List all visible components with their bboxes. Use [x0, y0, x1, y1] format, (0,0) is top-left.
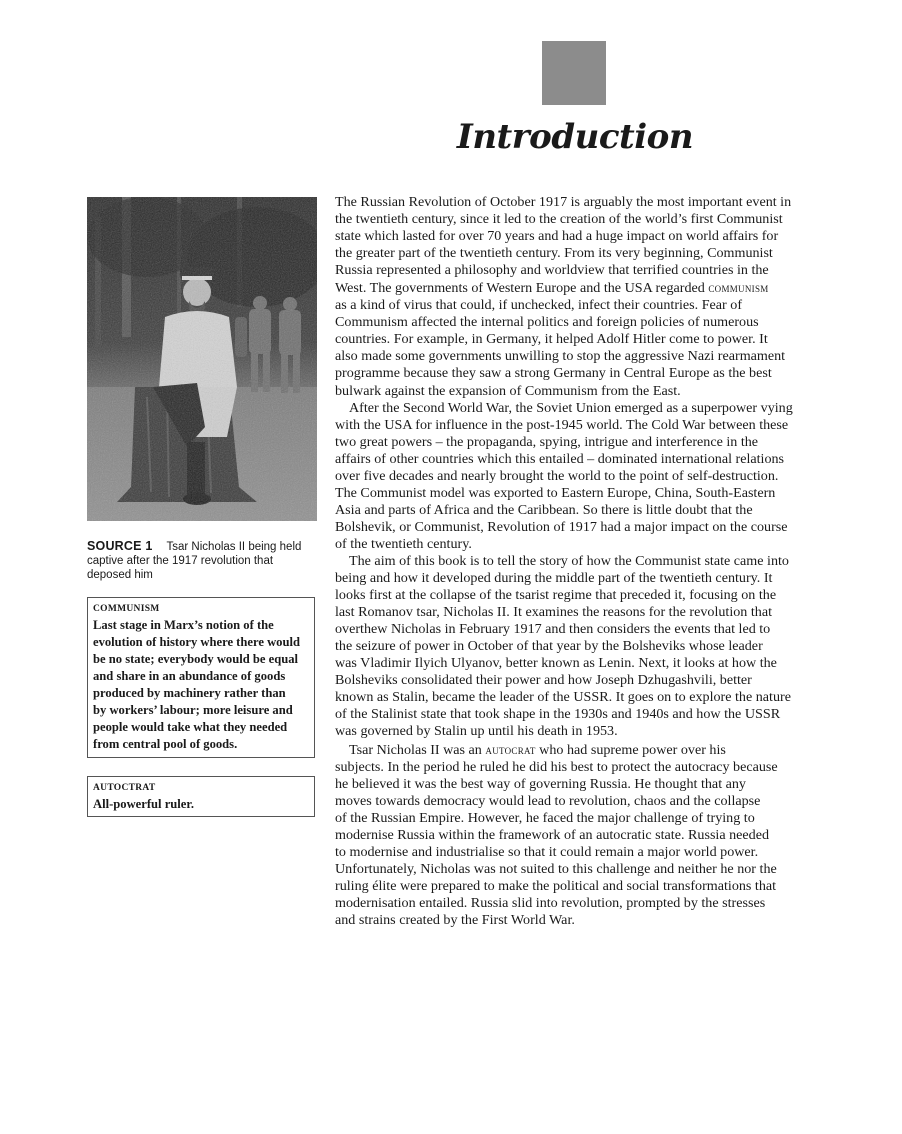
text-line: Russia represented a philosophy and worldview that terrified countries in the [335, 262, 769, 279]
text-line: state which lasted for over 70 years and had a huge impact on world affairs for [335, 228, 779, 245]
text-line: being and how it developed during the middle part of the twentieth century. It [335, 570, 773, 587]
glossary-definition [93, 796, 314, 813]
text-segment: West. The governments of Western Europe and the USA regarded [335, 280, 709, 297]
text-line: The aim of this book is to tell the story of how the Communist state came into [349, 552, 789, 569]
body-text [335, 194, 817, 929]
definition-line: All-powerful ruler. [93, 797, 194, 811]
text-line: looks first at the collapse of the tsarist regime that preceded it, focusing on the [335, 587, 777, 604]
text-line: of the Russian Empire. However, he faced the major challenge of trying to [335, 809, 755, 826]
text-line: programme because they saw a strong Germany in Central Europe as the best [335, 365, 772, 382]
text-line: bulwark against the expansion of Communism from the East. [335, 382, 681, 399]
paragraph-4 [335, 741, 817, 930]
text-line: was governed by Stalin up until his death in 1953. [335, 723, 618, 740]
text-line: and strains created by the First World War. [335, 911, 575, 928]
text-line: of the Stalinist state that took shape in the 1930s and 1940s and how the USSR [335, 706, 781, 723]
text-line: also made some governments unwilling to stop the aggressive Nazi rearmament [335, 348, 786, 365]
tsar-nicholas-photo [87, 197, 317, 521]
definition-line: evolution of history where there would [93, 635, 300, 649]
text-line: known as Stalin, became the leader of the USSR. It goes on to explore the nature [335, 689, 791, 706]
text-line: Bolshevik, or Communist, Revolution of 1917 had a major impact on the course [335, 518, 788, 535]
text-line: as a kind of virus that could, if unchecked, infect their countries. Fear of [335, 297, 743, 314]
definition-line: produced by machinery rather than [93, 686, 286, 700]
text-line: Communism affected the internal politics and foreign policies of numerous [335, 314, 759, 331]
photo-caption [87, 539, 313, 582]
source-label: SOURCE 1 [87, 539, 153, 553]
text-line: ruling élite were prepared to make the political and social transformations that [335, 877, 777, 894]
text-line [335, 741, 817, 759]
glossary-term: COMMUNISM [93, 604, 160, 614]
text-line: the greater part of the twentieth century. From its very beginning, Communist [335, 245, 773, 262]
text-line: last Romanov tsar, Nicholas II. It examines the reasons for the revolution that [335, 604, 773, 621]
glossary-term: AUTOCTRAT [93, 783, 156, 793]
text-line: After the Second World War, the Soviet Union emerged as a superpower vying [349, 399, 793, 416]
text-line: Bolsheviks consolidated their power and how Joseph Dzhugashvili, better [335, 672, 752, 689]
text-line: countries. For example, in Germany, it helped Adolf Hitler come to power. It [335, 331, 768, 348]
text-line: Unfortunately, Nicholas was not suited to this challenge and neither he nor the [335, 860, 777, 877]
definition-line: by workers’ labour; more leisure and [93, 703, 293, 717]
glossary-box-autocrat [87, 776, 315, 817]
text-line: to modernise and industrialise so that it could remain a major world power. [335, 843, 759, 860]
glossary-term-communism: communism [708, 280, 769, 296]
paragraph-2 [335, 400, 817, 553]
text-segment: who had supreme power over his [535, 741, 726, 758]
chapter-marker-square [542, 41, 606, 105]
definition-line: people would take what they needed [93, 720, 288, 734]
text-line: with the USA for influence in the post-1945 world. The Cold War between these [335, 416, 789, 433]
text-line: The Communist model was exported to Eastern Europe, China, South-Eastern [335, 484, 776, 501]
caption-text: Tsar Nicholas II being held captive after the 1917 revolution that deposed him [87, 541, 302, 581]
glossary-definition [93, 617, 314, 753]
text-segment: Tsar Nicholas II was an [349, 741, 486, 758]
text-line: was Vladimir Ilyich Ulyanov, better known as Lenin. Next, it looks at how the [335, 655, 777, 672]
glossary-box-communism [87, 597, 315, 758]
text-line: The Russian Revolution of October 1917 is arguably the most important event in [335, 194, 792, 210]
text-line: over five decades and nearly brought the world to the point of self-destruction. [335, 467, 779, 484]
text-line [335, 279, 817, 297]
text-line: moves towards democracy would lead to revolution, chaos and the collapse [335, 792, 761, 809]
text-line: he believed it was the best way of governing Russia. He thought that any [335, 775, 746, 792]
definition-line: from central pool of goods. [93, 737, 238, 751]
photo-illustration [87, 197, 317, 521]
definition-line: Last stage in Marx’s notion of the [93, 618, 274, 632]
glossary-term-autocrat: autocrat [485, 741, 536, 757]
definition-line: be no state; everybody would be equal [93, 652, 299, 666]
text-line: the seizure of power in October of that year by the Bolsheviks whose leader [335, 638, 763, 655]
paragraph-3 [335, 553, 817, 741]
text-line: Asia and parts of Africa and the Caribbean. So there is little doubt that the [335, 501, 753, 518]
text-line: subjects. In the period he ruled he did his best to protect the autocracy because [335, 758, 778, 775]
chapter-title: Introduction [456, 117, 694, 157]
text-line: overthew Nicholas in February 1917 and then considers the events that led to [335, 621, 771, 638]
text-line: two great powers – the propaganda, spying, intrigue and interference in the [335, 433, 759, 450]
definition-line: and share in an abundance of goods [93, 669, 286, 683]
paragraph-1 [335, 194, 817, 400]
text-line: the twentieth century, since it led to the creation of the world’s first Communist [335, 211, 783, 228]
text-line: of the twentieth century. [335, 535, 472, 552]
text-line: modernisation entailed. Russia slid into revolution, prompted by the stresses [335, 894, 766, 911]
text-line: affairs of other countries which this entailed – dominated international relations [335, 450, 785, 467]
text-line: modernise Russia within the framework of an autocratic state. Russia needed [335, 826, 770, 843]
